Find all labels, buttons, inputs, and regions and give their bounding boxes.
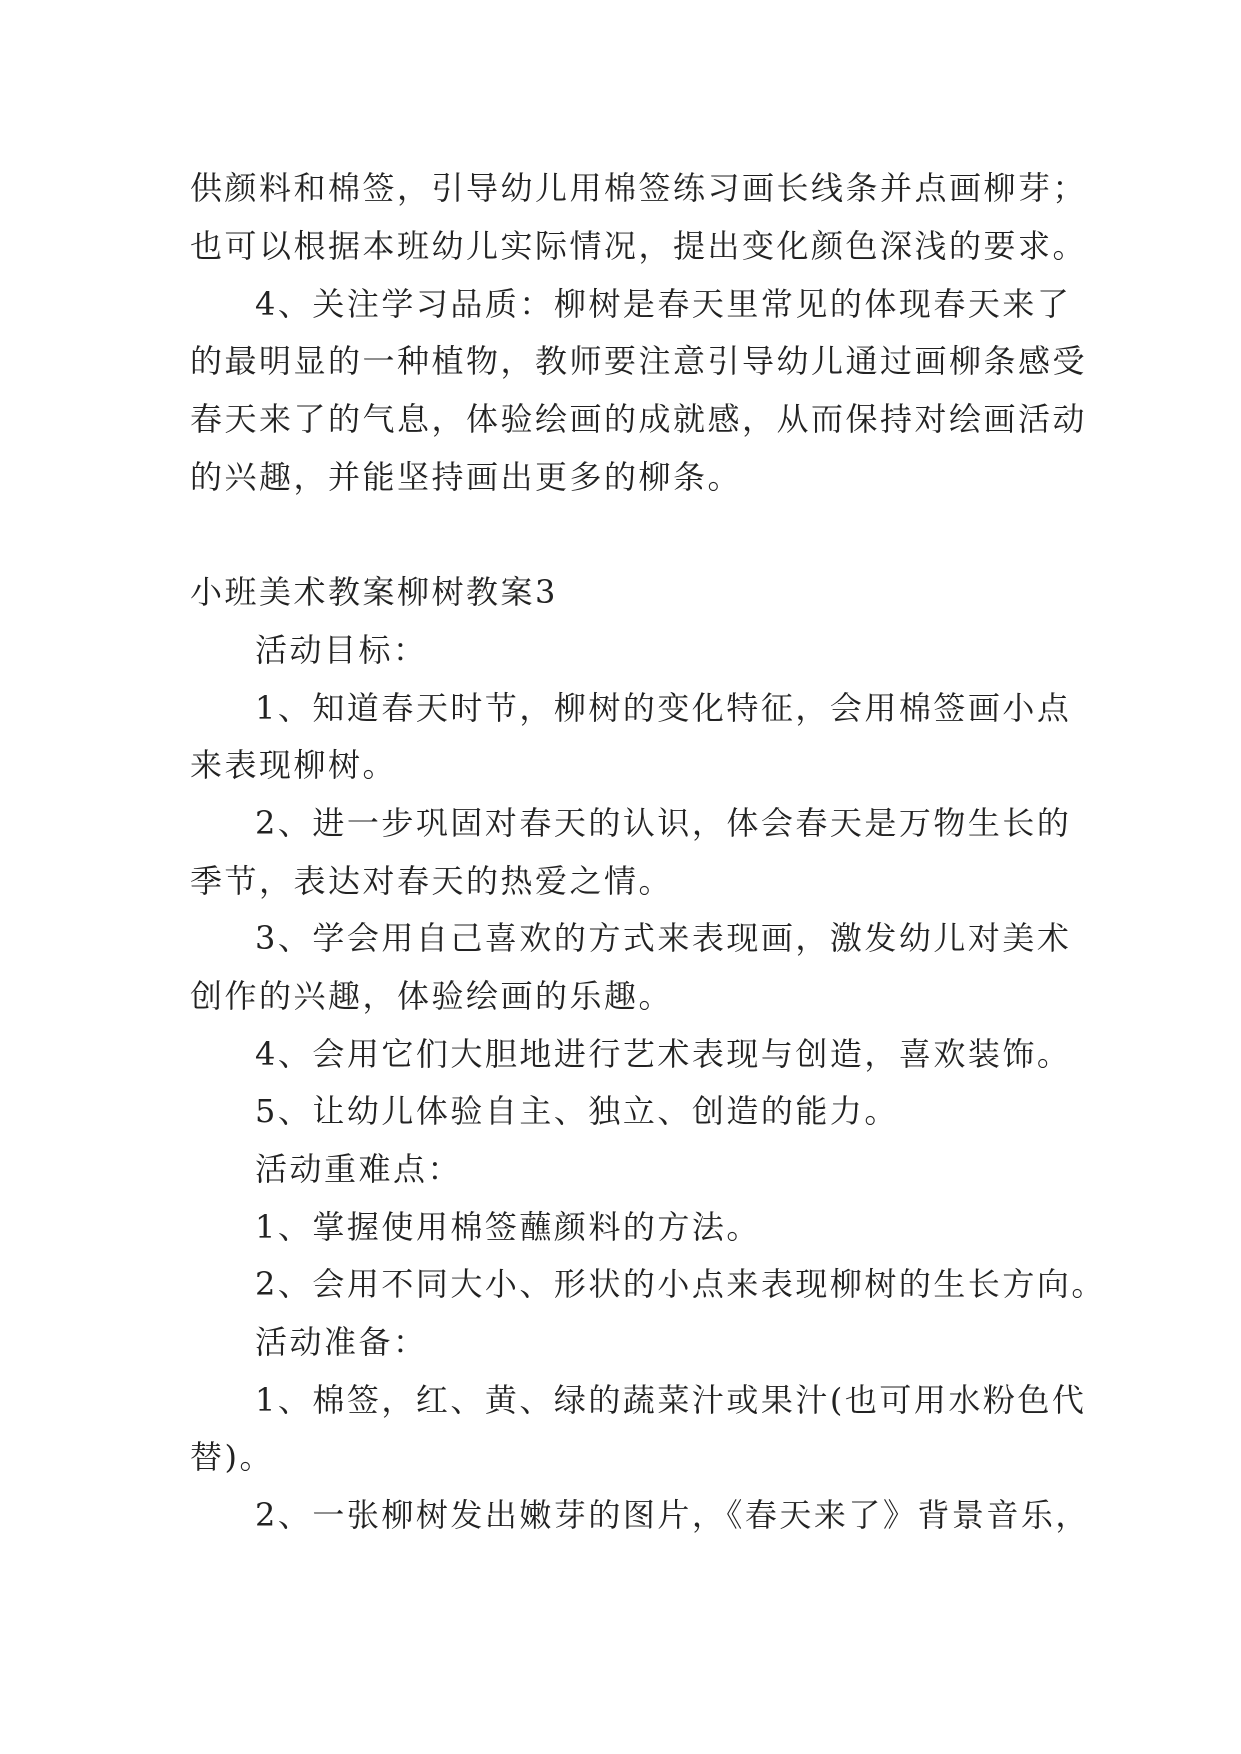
subheading-key-points: 活动重难点： xyxy=(255,1150,463,1188)
body-text-line: 也可以根据本班幼儿实际情况，提出变化颜色深浅的要求。 xyxy=(190,227,1088,265)
paragraph-start-line: 3、学会用自己喜欢的方式来表现画，激发幼儿对美术 xyxy=(255,919,1072,957)
paragraph-start-line: 5、让幼儿体验自主、独立、创造的能力。 xyxy=(255,1092,899,1130)
paragraph-start-line: 1、知道春天时节，柳树的变化特征，会用棉签画小点 xyxy=(255,689,1072,727)
body-text-line: 供颜料和棉签，引导幼儿用棉签练习画长线条并点画柳芽； xyxy=(190,169,1088,207)
paragraph-start-line: 4、会用它们大胆地进行艺术表现与创造，喜欢装饰。 xyxy=(255,1035,1072,1073)
section-heading: 小班美术教案柳树教案3 xyxy=(190,573,558,611)
body-text-line: 的最明显的一种植物，教师要注意引导幼儿通过画柳条感受 xyxy=(190,342,1088,380)
subheading-activity-goals: 活动目标： xyxy=(255,631,428,669)
paragraph-start-line: 2、一张柳树发出嫩芽的图片，《春天来了》背景音乐， xyxy=(255,1496,1090,1534)
body-text-line: 来表现柳树。 xyxy=(190,746,398,784)
paragraph-start-line: 4、关注学习品质：柳树是春天里常见的体现春天来了 xyxy=(255,285,1072,323)
paragraph-start-line: 1、棉签，红、黄、绿的蔬菜汁或果汁(也可用水粉色代 xyxy=(255,1381,1087,1419)
paragraph-start-line: 1、掌握使用棉签蘸颜料的方法。 xyxy=(255,1208,761,1246)
subheading-preparation: 活动准备： xyxy=(255,1323,428,1361)
body-text-line: 季节，表达对春天的热爱之情。 xyxy=(190,862,674,900)
body-text-line: 替)。 xyxy=(190,1438,274,1476)
body-text-line: 创作的兴趣，体验绘画的乐趣。 xyxy=(190,977,674,1015)
paragraph-start-line: 2、会用不同大小、形状的小点来表现柳树的生长方向。 xyxy=(255,1265,1106,1303)
paragraph-start-line: 2、进一步巩固对春天的认识，体会春天是万物生长的 xyxy=(255,804,1072,842)
body-text-line: 的兴趣，并能坚持画出更多的柳条。 xyxy=(190,458,743,496)
body-text-line: 春天来了的气息，体验绘画的成就感，从而保持对绘画活动 xyxy=(190,400,1088,438)
